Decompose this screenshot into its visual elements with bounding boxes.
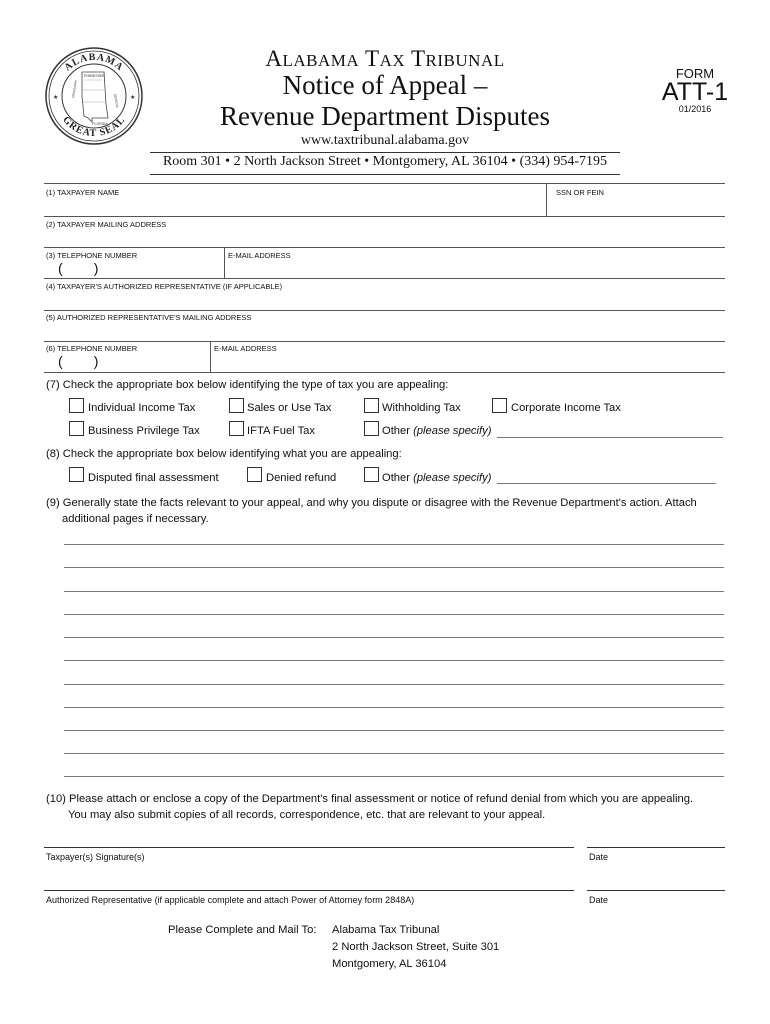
field-rule [44, 216, 725, 217]
checkbox-ifta-fuel-tax[interactable] [229, 421, 244, 436]
option-business-privilege-tax: Business Privilege Tax [88, 425, 200, 437]
ssn-fein-input[interactable] [548, 196, 724, 216]
appeal-other-specify-input[interactable] [497, 483, 716, 484]
representative-input[interactable] [44, 291, 724, 309]
checkbox-tax-other[interactable] [364, 421, 379, 436]
checkbox-withholding-tax[interactable] [364, 398, 379, 413]
rep-telephone-label: (6) TELEPHONE NUMBER [46, 344, 138, 353]
address-top-rule [150, 152, 620, 153]
rep-email-input[interactable] [212, 353, 724, 371]
date-label-2: Date [589, 895, 609, 905]
facts-line[interactable] [64, 591, 724, 592]
mailing-address-input[interactable] [44, 228, 724, 247]
seal-top-text: ALABAMA [62, 51, 126, 74]
field-rule [44, 310, 725, 311]
field-rule [44, 183, 725, 184]
agency-name: ALABAMA TAX TRIBUNAL [265, 46, 505, 71]
form-title-line1: Notice of Appeal – [282, 70, 488, 100]
checkbox-denied-refund[interactable] [247, 467, 262, 482]
field-rule [44, 278, 725, 279]
field-rule [44, 247, 725, 248]
rep-address-input[interactable] [44, 322, 724, 340]
option-individual-income-tax: Individual Income Tax [88, 402, 196, 414]
website-url: www.taxtribunal.alabama.gov [300, 133, 470, 148]
date-input-1[interactable] [587, 847, 725, 848]
representative-label: (4) TAXPAYER'S AUTHORIZED REPRESENTATIVE (IF APPLICABLE) [46, 282, 283, 291]
ssn-fein-label: SSN OR FEIN [556, 188, 604, 197]
option-corporate-income-tax: Corporate Income Tax [511, 402, 621, 414]
facts-line[interactable] [64, 776, 724, 777]
tribunal-address: Room 301 • 2 North Jackson Street • Montgomery, AL 36104 • (334) 954-7195 [162, 154, 608, 169]
rep-address-label: (5) AUTHORIZED REPRESENTATIVE'S MAILING ADDRESS [46, 313, 252, 322]
representative-signature-label: Authorized Representative (if applicable complete and attach Power of Attorney form 2848A) [46, 895, 415, 905]
alabama-great-seal [44, 46, 144, 146]
facts-line[interactable] [64, 660, 724, 661]
rep-telephone-input[interactable]: ( ) [58, 353, 99, 369]
seal-map-florida: FLORIDA [92, 122, 108, 126]
field-divider [546, 183, 547, 217]
field-rule [44, 372, 725, 373]
q10-label: (10) Please attach or enclose a copy of the Department's final assessment or notice of refund denial from which you are appealing. You may also submit copies of all records, correspondence, etc. that are relevant to your appeal. [46, 793, 694, 821]
option-ifta-fuel-tax: IFTA Fuel Tax [247, 425, 315, 437]
representative-signature-input[interactable] [44, 890, 574, 891]
form-id: ATT-1 [661, 78, 729, 106]
seal-map-mississippi: MISSISSIPPI [71, 79, 79, 99]
form-title-line2: Revenue Department Disputes [220, 101, 550, 131]
tax-other-specify-input[interactable] [497, 437, 723, 438]
facts-line[interactable] [64, 753, 724, 754]
facts-line[interactable] [64, 684, 724, 685]
option-withholding-tax: Withholding Tax [382, 402, 461, 414]
svg-text:★: ★ [130, 95, 136, 101]
svg-text:★: ★ [53, 95, 59, 101]
option-disputed-final-assessment: Disputed final assessment [88, 472, 219, 484]
q8-label: (8) Check the appropriate box below identifying what you are appealing: [46, 448, 402, 460]
taxpayer-name-label: (1) TAXPAYER NAME [46, 188, 120, 197]
facts-line[interactable] [64, 567, 724, 568]
option-sales-use-tax: Sales or Use Tax [247, 402, 332, 414]
mail-to-address: Alabama Tax Tribunal 2 North Jackson Street, Suite 301 Montgomery, AL 36104 [332, 924, 500, 970]
taxpayer-signature-label: Taxpayer(s) Signature(s) [46, 852, 145, 862]
field-divider [210, 341, 211, 372]
rep-email-label: E-MAIL ADDRESS [214, 344, 277, 353]
facts-line[interactable] [64, 637, 724, 638]
checkbox-sales-use-tax[interactable] [229, 398, 244, 413]
svg-text:ALABAMA [62, 52, 125, 74]
seal-bottom-text: GREAT SEAL [60, 114, 128, 140]
seal-map-tennessee: TENNESSEE [83, 74, 105, 78]
date-input-2[interactable] [587, 890, 725, 891]
email-input[interactable] [226, 259, 724, 277]
checkbox-business-privilege-tax[interactable] [69, 421, 84, 436]
taxpayer-name-input[interactable] [44, 196, 544, 216]
field-divider [224, 247, 225, 278]
address-bottom-rule [150, 174, 620, 175]
option-denied-refund: Denied refund [266, 472, 337, 484]
facts-line[interactable] [64, 707, 724, 708]
form-revision-date: 01/2016 [678, 104, 712, 114]
facts-line[interactable] [64, 614, 724, 615]
taxpayer-signature-input[interactable] [44, 847, 574, 848]
seal-map-georgia: GEORGIA [113, 93, 120, 108]
option-appeal-other: Other (please specify) [382, 472, 492, 484]
date-label-1: Date [589, 852, 609, 862]
telephone-label: (3) TELEPHONE NUMBER [46, 251, 138, 260]
q7-label: (7) Check the appropriate box below identifying the type of tax you are appealing: [46, 379, 449, 391]
option-tax-other: Other (please specify) [382, 425, 492, 437]
checkbox-disputed-final-assessment[interactable] [69, 467, 84, 482]
facts-line[interactable] [64, 730, 724, 731]
checkbox-individual-income-tax[interactable] [69, 398, 84, 413]
email-label: E-MAIL ADDRESS [228, 251, 291, 260]
q9-label: (9) Generally state the facts relevant to your appeal, and why you dispute or disagree with the Revenue Department's action. Attach additional pages if necessary. [46, 497, 697, 525]
checkbox-corporate-income-tax[interactable] [492, 398, 507, 413]
form-label: FORM [675, 66, 715, 81]
mailing-address-label: (2) TAXPAYER MAILING ADDRESS [46, 220, 167, 229]
checkbox-appeal-other[interactable] [364, 467, 379, 482]
facts-line[interactable] [64, 544, 724, 545]
mail-to-label: Please Complete and Mail To: [168, 924, 317, 936]
telephone-input[interactable]: ( ) [58, 260, 99, 276]
field-rule [44, 341, 725, 342]
